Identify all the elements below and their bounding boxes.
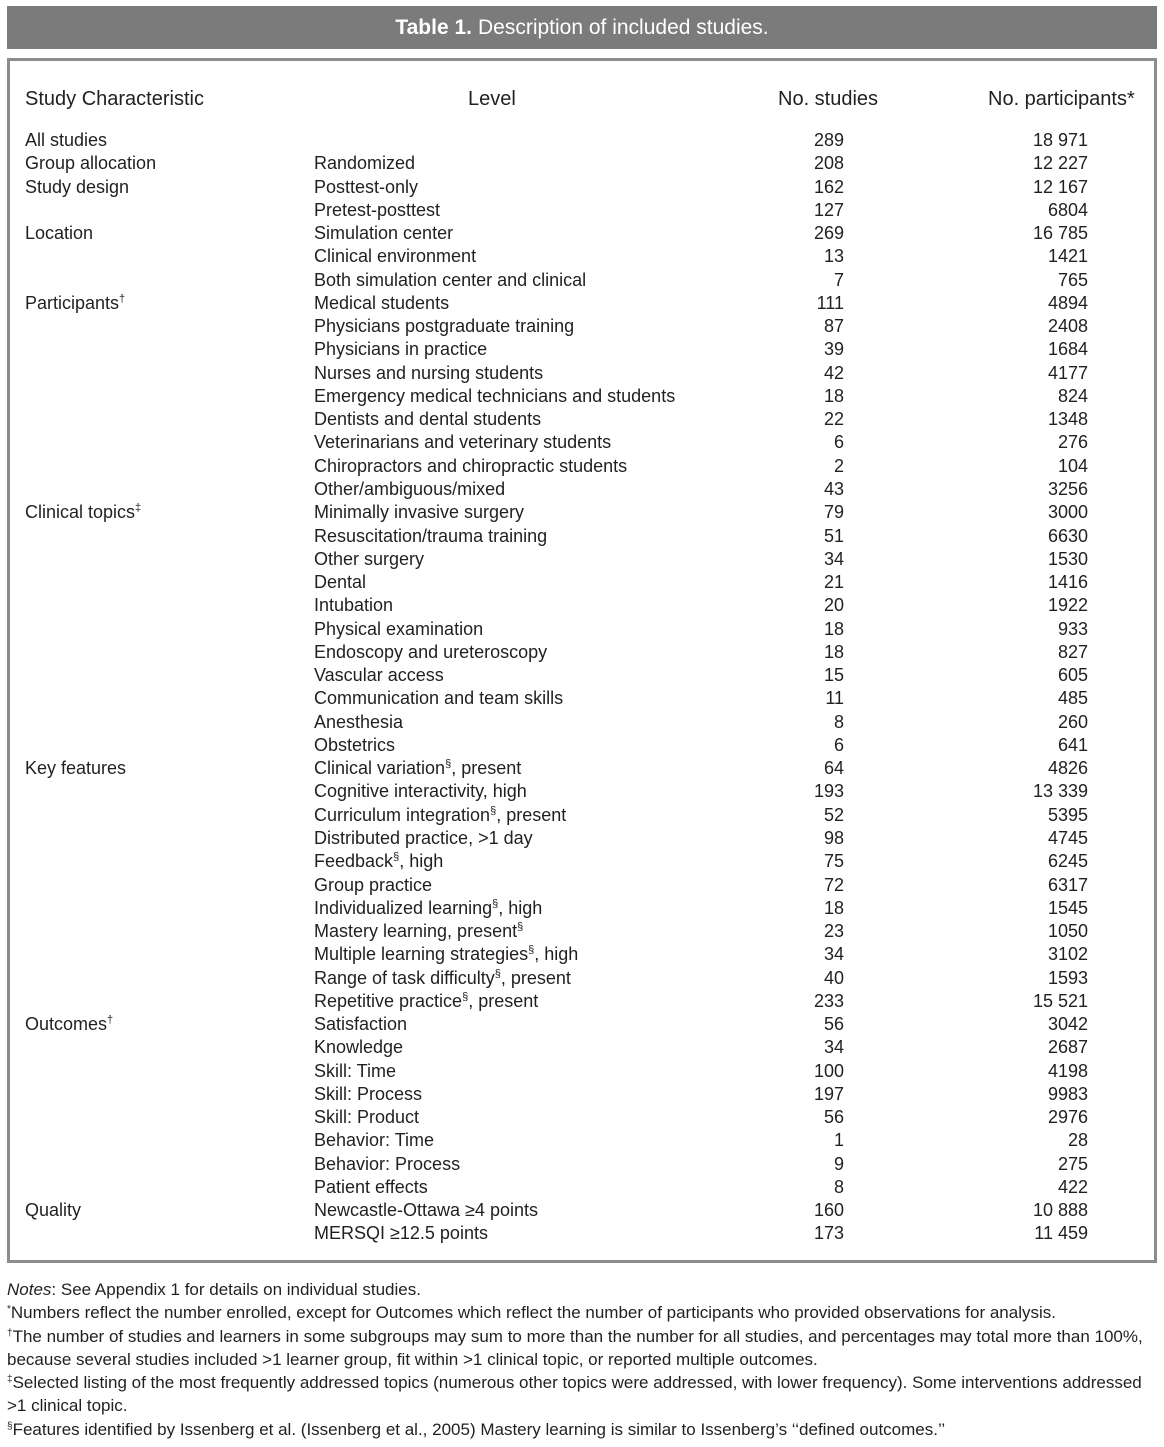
cell-level (314, 408, 541, 431)
table-row (0, 385, 1164, 408)
cell-level (314, 385, 675, 408)
table-row (0, 1176, 1164, 1199)
cell-studies: 20 (823, 595, 844, 616)
level-suffix: , high (534, 944, 579, 965)
table-title (7, 6, 1157, 49)
cell-participants: 28 (1067, 1130, 1088, 1151)
cell-studies: 11 (825, 688, 844, 709)
level-text: Posttest-only (314, 176, 419, 197)
level-suffix: , present (496, 804, 567, 825)
table-title-text: Description of included studies. (477, 15, 769, 39)
table-row (0, 1153, 1164, 1176)
cell-participants: 276 (1057, 432, 1088, 453)
footnote-mark: § (517, 921, 524, 934)
level-text: Dental (314, 572, 367, 593)
table-row (0, 827, 1164, 850)
footnote-mark: § (445, 758, 452, 771)
cell-studies: 56 (823, 1014, 844, 1035)
cell-studies: 72 (823, 874, 844, 895)
cell-studies: 42 (823, 362, 844, 383)
cell-level (314, 1013, 407, 1036)
cell-level (314, 292, 449, 315)
cell-participants: 3256 (1047, 478, 1088, 499)
cell-participants: 2976 (1047, 1107, 1088, 1128)
cell-level (314, 1036, 403, 1059)
cell-participants: 6630 (1047, 525, 1088, 546)
table-row (0, 362, 1164, 385)
column-header-studies: No. studies (778, 88, 879, 110)
cell-studies: 13 (823, 246, 844, 267)
cell-participants: 4826 (1047, 758, 1088, 779)
table-row (0, 780, 1164, 803)
footnote-mark: † (7, 1327, 13, 1339)
level-text: Behavior: Process (314, 1153, 461, 1174)
level-text: Communication and team skills (314, 688, 564, 709)
cell-studies: 18 (823, 641, 844, 662)
cell-participants: 765 (1057, 269, 1088, 290)
level-text: Minimally invasive surgery (314, 502, 525, 523)
cell-level (314, 943, 578, 966)
cell-studies: 6 (833, 432, 844, 453)
cell-participants: 1348 (1047, 409, 1088, 430)
notes-intro (7, 1278, 1159, 1301)
table-row (0, 199, 1164, 222)
level-suffix: , present (500, 967, 571, 988)
column-header-characteristic: Study Characteristic (25, 88, 204, 110)
level-text: Skill: Process (314, 1083, 423, 1104)
cell-participants: 824 (1057, 385, 1088, 406)
cell-studies: 15 (823, 665, 844, 686)
column-header-participants: No. participants* (988, 88, 1135, 110)
cell-studies: 18 (823, 897, 844, 918)
cell-participants: 104 (1057, 455, 1088, 476)
level-text: Skill: Product (314, 1107, 420, 1128)
cell-studies: 289 (813, 130, 844, 150)
level-text: Clinical environment (314, 246, 477, 267)
cell-level (314, 478, 505, 501)
level-text: Dentists and dental students (314, 409, 542, 430)
table-row (0, 757, 1164, 780)
cell-participants: 605 (1057, 665, 1088, 686)
cell-level (314, 455, 627, 478)
table-row (0, 501, 1164, 524)
cell-participants: 1530 (1047, 548, 1088, 569)
cell-level (314, 967, 571, 990)
cell-level (314, 176, 418, 199)
table-row (0, 292, 1164, 315)
level-text: Multiple learning strategies (314, 944, 529, 965)
cell-studies: 269 (813, 223, 844, 244)
characteristic-text: Clinical topics (25, 502, 136, 523)
cell-studies: 75 (823, 851, 844, 872)
cell-level (314, 594, 393, 617)
table-row (0, 431, 1164, 454)
level-text: Veterinarians and veterinary students (314, 432, 612, 453)
cell-participants: 3042 (1047, 1014, 1088, 1035)
footnote-mark: § (492, 897, 499, 910)
cell-level (314, 222, 453, 245)
cell-studies: 111 (816, 292, 844, 313)
level-text: MERSQI ≥12.5 points (314, 1223, 488, 1244)
cell-participants: 1421 (1047, 246, 1088, 267)
level-text: Physical examination (314, 618, 484, 639)
cell-level (314, 338, 487, 361)
table-row (0, 408, 1164, 431)
table-row (0, 641, 1164, 664)
cell-participants: 4177 (1047, 362, 1088, 383)
cell-characteristic (25, 129, 107, 152)
level-text: Repetitive practice (314, 990, 463, 1011)
cell-level (314, 571, 366, 594)
level-text: Range of task difficulty (314, 967, 495, 988)
level-suffix: , high (399, 851, 444, 872)
level-text: Nurses and nursing students (314, 362, 544, 383)
cell-studies: 21 (823, 572, 844, 593)
cell-participants: 3000 (1047, 502, 1088, 523)
cell-participants: 2408 (1047, 316, 1088, 337)
table-row (0, 176, 1164, 199)
footnote-mark: § (462, 990, 469, 1003)
table-row (0, 1083, 1164, 1106)
characteristic-text: Quality (25, 1200, 82, 1221)
cell-level (314, 1083, 422, 1106)
cell-studies: 162 (813, 176, 844, 197)
level-text: Randomized (314, 153, 416, 174)
table-row (0, 152, 1164, 175)
level-text: Skill: Time (314, 1060, 397, 1081)
cell-level (314, 641, 547, 664)
cell-studies: 98 (823, 827, 844, 848)
cell-participants: 5395 (1047, 804, 1088, 825)
cell-participants: 275 (1057, 1153, 1088, 1174)
footnote-mark: § (494, 967, 501, 980)
cell-level (314, 245, 476, 268)
cell-characteristic (25, 152, 156, 175)
table-row (0, 990, 1164, 1013)
cell-studies: 100 (813, 1060, 844, 1081)
footnote-text: The number of studies and learners in some subgroups may sum to more than the number for all studies, and percentages may total more than 100%, because several studies included >1 learner group, fit within >1 clinical topic, or reported multiple outcomes. (7, 1326, 1143, 1369)
cell-level (314, 1106, 419, 1129)
characteristic-text: All studies (25, 130, 108, 150)
footnote (7, 1371, 1159, 1418)
cell-level (314, 687, 563, 710)
cell-level (314, 897, 542, 920)
level-text: Endoscopy and ureteroscopy (314, 641, 548, 662)
table-row (0, 687, 1164, 710)
table-row (0, 1222, 1164, 1245)
cell-participants: 4198 (1047, 1060, 1088, 1081)
footnote-text: Selected listing of the most frequently addressed topics (numerous other topics were addressed, with lower frequency). Some interventions addressed >1 clinical topic. (7, 1373, 1142, 1416)
cell-participants: 9983 (1047, 1083, 1088, 1104)
cell-participants: 1545 (1047, 897, 1088, 918)
cell-participants: 16 785 (1032, 223, 1088, 244)
level-text: Curriculum integration (314, 804, 491, 825)
cell-studies: 127 (813, 199, 844, 220)
level-suffix: , present (468, 990, 539, 1011)
level-suffix: , present (451, 758, 522, 779)
level-text: Newcastle-Ottawa ≥4 points (314, 1200, 538, 1221)
notes-label: Notes (7, 1280, 52, 1299)
characteristic-text: Key features (25, 758, 127, 779)
table-body (0, 129, 1164, 1246)
cell-characteristic (25, 222, 93, 245)
cell-studies: 6 (833, 734, 844, 755)
table-row (0, 478, 1164, 501)
cell-participants: 13 339 (1032, 781, 1088, 802)
cell-studies: 1 (833, 1130, 844, 1151)
footnote-mark: § (490, 804, 497, 817)
cell-level (314, 315, 574, 338)
level-text: Cognitive interactivity, high (314, 781, 527, 802)
level-text: Clinical variation (314, 758, 446, 779)
level-text: Mastery learning, present (314, 921, 518, 942)
cell-level (314, 827, 533, 850)
cell-participants: 1684 (1047, 339, 1088, 360)
cell-level (314, 780, 527, 803)
cell-studies: 160 (813, 1200, 844, 1221)
characteristic-text: Group allocation (25, 153, 157, 174)
cell-level (314, 431, 611, 454)
cell-level (314, 501, 524, 524)
level-text: Both simulation center and clinical (314, 269, 587, 290)
cell-studies: 64 (823, 758, 844, 779)
characteristic-text: Location (25, 223, 94, 244)
table-row (0, 943, 1164, 966)
cell-characteristic (25, 501, 141, 524)
table-row (0, 897, 1164, 920)
table-row (0, 1199, 1164, 1222)
cell-participants: 641 (1057, 734, 1088, 755)
cell-level (314, 1129, 434, 1152)
cell-studies: 208 (813, 153, 844, 174)
level-text: Knowledge (314, 1037, 404, 1058)
level-text: Distributed practice, >1 day (314, 827, 533, 848)
footnote-mark: † (119, 292, 126, 305)
cell-studies: 7 (833, 269, 844, 290)
column-header-level: Level (468, 88, 516, 110)
footnote-mark: § (393, 851, 400, 864)
footnote-mark: § (7, 1420, 13, 1432)
level-text: Other surgery (314, 548, 425, 569)
level-text: Medical students (314, 292, 450, 313)
characteristic-text: Outcomes (25, 1014, 108, 1035)
cell-studies: 39 (823, 339, 844, 360)
cell-level (314, 525, 547, 548)
table-row (0, 269, 1164, 292)
characteristic-text: Study design (25, 176, 130, 197)
table-row (0, 967, 1164, 990)
table-row (0, 804, 1164, 827)
table-row (0, 664, 1164, 687)
cell-participants: 6317 (1047, 874, 1088, 895)
footnote-mark: * (7, 1304, 11, 1316)
footnote-text: Features identified by Issenberg et al. (Issenberg et al., 2005) Mastery learning is similar to Issenberg’s ‘‘defined outcomes.’’ (12, 1419, 946, 1439)
cell-level (314, 874, 432, 897)
table-row (0, 1060, 1164, 1083)
cell-studies: 22 (823, 409, 844, 430)
cell-participants: 1416 (1047, 572, 1088, 593)
cell-characteristic (25, 292, 125, 315)
table-row (0, 129, 1164, 152)
cell-studies: 8 (833, 711, 844, 732)
table-row (0, 874, 1164, 897)
level-text: Feedback (314, 851, 394, 872)
table-row (0, 734, 1164, 757)
cell-level (314, 734, 395, 757)
cell-studies: 34 (823, 944, 844, 965)
table-row (0, 455, 1164, 478)
cell-level (314, 804, 566, 827)
level-text: Simulation center (314, 223, 454, 244)
table-notes (7, 1278, 1159, 1441)
cell-participants: 260 (1057, 711, 1088, 732)
table-row (0, 1036, 1164, 1059)
cell-level (314, 920, 523, 943)
cell-participants: 485 (1057, 688, 1088, 709)
cell-participants: 2687 (1047, 1037, 1088, 1058)
table-row (0, 338, 1164, 361)
level-text: Vascular access (314, 665, 444, 686)
cell-participants: 6804 (1047, 199, 1088, 220)
characteristic-text: Participants (25, 292, 120, 313)
cell-participants: 4745 (1047, 827, 1088, 848)
level-text: Behavior: Time (314, 1130, 435, 1151)
cell-participants: 15 521 (1032, 990, 1088, 1011)
footnote (7, 1325, 1159, 1372)
footnote-mark: § (528, 944, 535, 957)
cell-participants: 3102 (1047, 944, 1088, 965)
level-text: Emergency medical technicians and students (314, 385, 676, 406)
level-text: Chiropractors and chiropractic students (314, 455, 628, 476)
cell-characteristic (25, 176, 129, 199)
cell-participants: 827 (1057, 641, 1088, 662)
cell-studies: 9 (833, 1153, 844, 1174)
cell-participants: 1922 (1047, 595, 1088, 616)
cell-participants: 422 (1057, 1176, 1088, 1197)
cell-studies: 233 (813, 990, 844, 1011)
level-text: Group practice (314, 874, 433, 895)
table-row (0, 315, 1164, 338)
footnote (7, 1418, 1159, 1441)
cell-participants: 1593 (1047, 967, 1088, 988)
cell-participants: 6245 (1047, 851, 1088, 872)
cell-level (314, 199, 440, 222)
cell-participants: 18 971 (1032, 130, 1088, 150)
cell-level (314, 1153, 460, 1176)
table-row (0, 850, 1164, 873)
cell-participants: 12 167 (1032, 176, 1088, 197)
footnote-mark: † (107, 1014, 114, 1027)
level-text: Intubation (314, 595, 394, 616)
table-row (0, 1013, 1164, 1036)
footnote-mark: ‡ (135, 502, 142, 515)
table-row (0, 222, 1164, 245)
cell-studies: 193 (813, 781, 844, 802)
table-row (0, 594, 1164, 617)
cell-studies: 2 (833, 455, 844, 476)
cell-participants: 11 459 (1034, 1223, 1088, 1244)
cell-level (314, 1199, 538, 1222)
notes-intro-text: : See Appendix 1 for details on individual studies. (51, 1280, 421, 1299)
table-title-number: Table 1. (395, 15, 472, 39)
cell-level (314, 664, 444, 687)
cell-characteristic (25, 1013, 113, 1036)
level-text: Patient effects (314, 1176, 428, 1197)
cell-level (314, 362, 543, 385)
cell-characteristic (25, 1199, 81, 1222)
cell-studies: 40 (823, 967, 844, 988)
cell-level (314, 757, 521, 780)
cell-studies: 23 (823, 921, 844, 942)
cell-level (314, 1176, 428, 1199)
level-text: Satisfaction (314, 1014, 408, 1035)
table-row (0, 618, 1164, 641)
footnote-text: Numbers reflect the number enrolled, except for Outcomes which reflect the number of participants who provided observations for analysis. (10, 1303, 1056, 1323)
cell-participants: 933 (1057, 618, 1088, 639)
cell-participants: 1050 (1047, 921, 1088, 942)
cell-studies: 8 (833, 1176, 844, 1197)
cell-participants: 4894 (1047, 292, 1088, 313)
level-text: Other/ambiguous/mixed (314, 478, 506, 499)
cell-level (314, 269, 586, 292)
cell-studies: 43 (823, 478, 844, 499)
table-row (0, 920, 1164, 943)
cell-level (314, 548, 424, 571)
table-row (0, 548, 1164, 571)
cell-participants: 10 888 (1032, 1200, 1088, 1221)
cell-studies: 56 (823, 1107, 844, 1128)
cell-level (314, 850, 443, 873)
table-row (0, 571, 1164, 594)
level-text: Pretest-posttest (314, 199, 441, 220)
cell-characteristic (25, 757, 126, 780)
cell-level (314, 618, 483, 641)
cell-studies: 197 (813, 1083, 844, 1104)
level-text: Individualized learning (314, 897, 493, 918)
table-row (0, 245, 1164, 268)
footnote-mark: ‡ (7, 1374, 13, 1386)
cell-participants: 12 227 (1032, 153, 1088, 174)
cell-studies: 79 (823, 502, 844, 523)
cell-studies: 18 (823, 618, 844, 639)
cell-level (314, 990, 538, 1013)
table-row (0, 525, 1164, 548)
level-text: Anesthesia (314, 711, 404, 732)
table-row (0, 1106, 1164, 1129)
cell-level (314, 1222, 488, 1245)
cell-studies: 51 (823, 525, 844, 546)
level-text: Resuscitation/trauma training (314, 525, 548, 546)
table-row (0, 1129, 1164, 1152)
level-text: Physicians in practice (314, 339, 488, 360)
cell-level (314, 1060, 396, 1083)
level-suffix: , high (498, 897, 543, 918)
table-row (0, 711, 1164, 734)
cell-level (314, 711, 403, 734)
cell-studies: 87 (823, 316, 844, 337)
cell-level (314, 152, 415, 175)
level-text: Physicians postgraduate training (314, 316, 575, 337)
cell-studies: 18 (823, 385, 844, 406)
cell-studies: 34 (823, 548, 844, 569)
cell-studies: 34 (823, 1037, 844, 1058)
cell-studies: 173 (813, 1223, 844, 1244)
level-text: Obstetrics (314, 734, 396, 755)
cell-studies: 52 (823, 804, 844, 825)
footnote (7, 1301, 1159, 1324)
